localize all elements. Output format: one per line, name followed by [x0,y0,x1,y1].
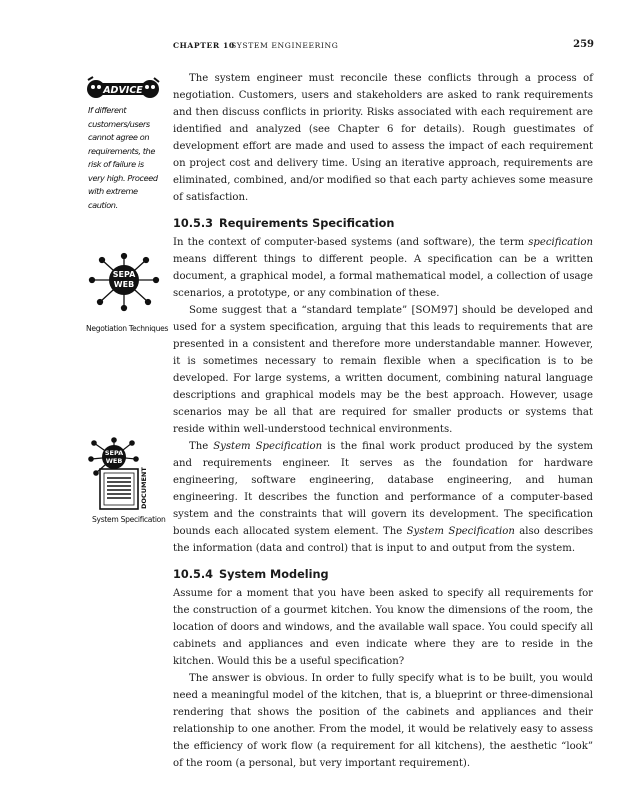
running-header [173,41,594,55]
sepa-web-link-negotiation[interactable] [86,252,162,322]
section-title: System Modeling [219,568,329,581]
specification-caption: System Specification [92,515,166,524]
section-heading-system-modeling [173,567,593,582]
paragraph [173,438,593,557]
paragraph: Some suggest that a “standard template” [SOM97] should be developed and used for a system specification, arguing that this leads to requirements that are presented in a consistent and therefore more understandable manner. However, it is sometimes necessary to remain flexible when a specification is to be developed. For large systems, a written document, combining natural language descriptions and graphical models may be the best approach. However, usage scenarios may be all that are required for smaller products or systems that reside within well-understood technical environments. [173,305,593,435]
emphasis-term: System Specification [406,526,515,537]
section-number: 10.5.4 [173,568,214,581]
advice-label: ADVICE [103,85,143,96]
main-column [173,70,593,772]
svg-text:WEB: WEB [105,457,123,465]
negotiation-caption: Negotiation Techniques [86,324,169,333]
text-run: means different things to different people. A specification can be a written document, a graphical model, a formal mathematical model, a collection of usage scenarios, a prototype, or any combination of these. [173,254,593,299]
chapter-number: CHAPTER 10 [173,41,235,50]
sepa-web-link-specification[interactable] [88,437,160,511]
emphasis-term: specification [528,237,593,248]
svg-text:SEPA: SEPA [104,449,124,457]
page-number: 259 [573,39,594,50]
text-run: In the context of computer-based systems (and software), the term [173,237,529,248]
section-number: 10.5.3 [173,217,214,230]
text-run: is the final work product produced by the system and requirements engineer. It serves as the foundation for hardware engineering, software engineering, database engineering, and human engineering. It describes the function and performance of a computer-based system and the constraints that will govern its development. The specification bounds each allocated system element. The [173,441,594,537]
text-run: The [189,441,214,452]
paragraph: Assume for a moment that you have been asked to specify all requirements for the construction of a gourmet kitchen. You know the dimensions of the room, the location of doors and windows, and the available wall space. You could specify all cabinets and appliances and even indicate where they are to reside in the kitchen. Would this be a useful specification? [173,588,593,667]
svg-text:WEB: WEB [113,280,135,289]
advice-icon [84,74,162,102]
document-label: DOCUMENT [140,467,148,509]
advice-note: If different customers/users cannot agree on requirements, the risk of failure is very high. Proceed with extreme caution. [88,105,158,210]
svg-text:SEPA: SEPA [112,270,136,279]
intro-paragraph: The system engineer must reconcile these conflicts through a process of negotiation. Customers, users and stakeholders are asked to rank requirements and then discuss conflicts in priority. Risks associated with each requirement are identified and analyzed (see Chapter 6 for details). Rough guestimates of development effort are made and used to assess the impact of each requirement on project cost and delivery time. Using an iterative approach, requirements are eliminated, combined, and/or modified so that each party achieves some measure of satisfaction. [173,73,593,203]
section-title: Requirements Specification [219,217,395,230]
paragraph: The answer is obvious. In order to fully specify what is to be built, you would need a meaningful model of the kitchen, that is, a blueprint or three-dimensional rendering that shows the position of the cabinets and appliances and their relationship to one another. From the model, it would be relatively easy to assess the efficiency of work flow (a requirement for all kitchens), the aesthetic “look” of the room (a personal, but very important requirement). [173,673,593,769]
emphasis-term: System Specification [213,441,323,452]
text-run: also describes the information (data and control) that is input to and output from the system. [173,526,594,554]
paragraph [173,234,593,302]
section-heading-requirements-specification [173,216,593,231]
chapter-title: SYSTEM ENGINEERING [231,41,339,50]
